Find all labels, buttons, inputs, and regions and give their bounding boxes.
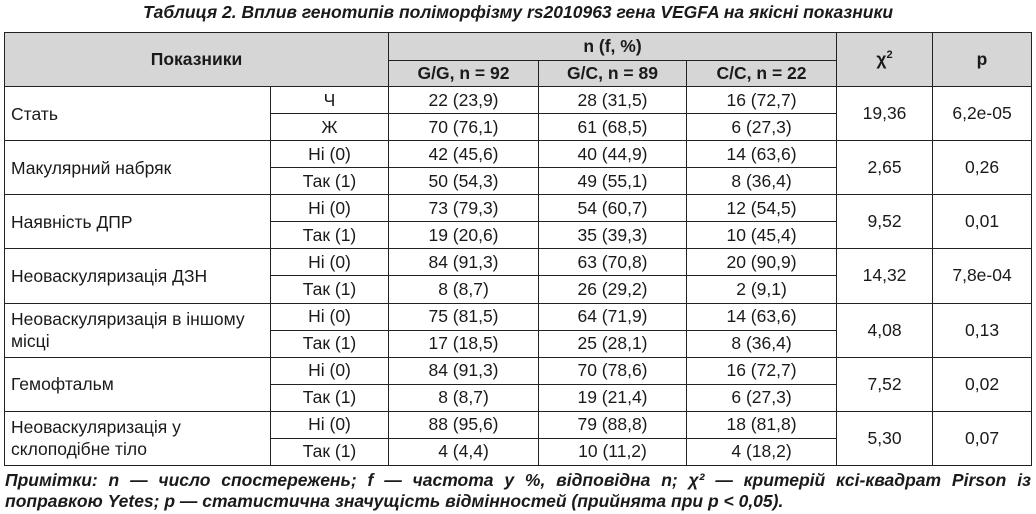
table-cell: 16 (72,7) [687,357,837,384]
table-cell: 28 (31,5) [539,87,687,114]
table-cell: 8 (36,4) [687,168,837,195]
table-cell: 8 (36,4) [687,330,837,357]
indicator-label: Гемофтальм [5,357,271,411]
header-p: p [933,33,1032,87]
table-cell: 6 (27,3) [687,384,837,411]
chi2-value: 9,52 [837,195,933,249]
table-cell: 75 (81,5) [389,303,539,330]
subgroup-label: Так (1) [271,330,389,357]
header-genotype-gg: G/G, n = 92 [389,61,539,87]
p-value: 6,2е-05 [933,87,1032,141]
table-cell: 4 (4,4) [389,438,539,465]
chi2-value: 19,36 [837,87,933,141]
table-cell: 18 (81,8) [687,411,837,438]
subgroup-label: Так (1) [271,384,389,411]
chi2-value: 4,08 [837,303,933,357]
p-value: 0,07 [933,411,1032,465]
indicator-label: Неоваскуляризація у склоподібне тіло [5,411,271,465]
indicator-label: Неоваскуляризація в іншому місці [5,303,271,357]
table-cell: 40 (44,9) [539,141,687,168]
table-cell: 8 (8,7) [389,384,539,411]
subgroup-label: Так (1) [271,168,389,195]
chi2-value: 5,30 [837,411,933,465]
table-cell: 63 (70,8) [539,249,687,276]
indicator-label: Неоваскуляризація ДЗН [5,249,271,303]
table-cell: 61 (68,5) [539,114,687,141]
table-cell: 54 (60,7) [539,195,687,222]
table-cell: 2 (9,1) [687,276,837,303]
table-cell: 8 (8,7) [389,276,539,303]
indicator-label: Наявність ДПР [5,195,271,249]
table-cell: 10 (45,4) [687,222,837,249]
table-cell: 84 (91,3) [389,357,539,384]
table-cell: 42 (45,6) [389,141,539,168]
table-row [5,195,1032,222]
header-group: n (f, %) [389,33,837,61]
table-body [5,87,1032,466]
p-value: 7,8е-04 [933,249,1032,303]
table-cell: 14 (63,6) [687,141,837,168]
table-cell: 25 (28,1) [539,330,687,357]
table-cell: 17 (18,5) [389,330,539,357]
header-chi-base: χ [876,49,887,69]
table-cell: 20 (90,9) [687,249,837,276]
subgroup-label: Ж [271,114,389,141]
subgroup-label: Так (1) [271,276,389,303]
p-value: 0,01 [933,195,1032,249]
table-cell: 14 (63,6) [687,303,837,330]
table-cell: 6 (27,3) [687,114,837,141]
chi2-value: 2,65 [837,141,933,195]
subgroup-label: Ні (0) [271,141,389,168]
chi2-value: 7,52 [837,357,933,411]
indicator-label: Стать [5,87,271,141]
chi2-value: 14,32 [837,249,933,303]
table-row [5,141,1032,168]
subgroup-label: Ні (0) [271,303,389,330]
table-caption: Таблиця 2. Вплив генотипів поліморфізму rs2010963 гена VEGFA на якісні показники [142,2,894,22]
subgroup-label: Ні (0) [271,195,389,222]
table-cell: 50 (54,3) [389,168,539,195]
table-cell: 35 (39,3) [539,222,687,249]
table-cell: 73 (79,3) [389,195,539,222]
table-cell: 22 (23,9) [389,87,539,114]
table-row [5,411,1032,438]
p-value: 0,13 [933,303,1032,357]
table-cell: 70 (76,1) [389,114,539,141]
table-row [5,87,1032,114]
p-value: 0,02 [933,357,1032,411]
table-row [5,303,1032,330]
table-row [5,249,1032,276]
table-cell: 16 (72,7) [687,87,837,114]
subgroup-label: Ч [271,87,389,114]
subgroup-label: Так (1) [271,222,389,249]
indicator-label: Макулярний набряк [5,141,271,195]
table-cell: 79 (88,8) [539,411,687,438]
table-notes: Примітки: n — число спостережень; f — частота у %, відповідна n; χ² — критерій ксі-квадрат Pirson із поправкою Yetes; p — статистична значущість відмінностей (прийнята при p < 0,05). [5,470,1031,511]
table-cell: 19 (20,6) [389,222,539,249]
table-cell: 64 (71,9) [539,303,687,330]
table-cell: 4 (18,2) [687,438,837,465]
subgroup-label: Ні (0) [271,411,389,438]
table-cell: 88 (95,6) [389,411,539,438]
table-cell: 49 (55,1) [539,168,687,195]
table-cell: 70 (78,6) [539,357,687,384]
subgroup-label: Ні (0) [271,357,389,384]
header-genotype-gc: G/C, n = 89 [539,61,687,87]
p-value: 0,26 [933,141,1032,195]
table-cell: 10 (11,2) [539,438,687,465]
subgroup-label: Ні (0) [271,249,389,276]
table-row [5,357,1032,384]
results-table [4,32,1032,466]
subgroup-label: Так (1) [271,438,389,465]
header-chi-sup: 2 [886,49,893,62]
header-chi2 [837,33,933,87]
table-cell: 84 (91,3) [389,249,539,276]
header-genotype-cc: C/C, n = 22 [687,61,837,87]
header-indicators: Показники [5,33,389,87]
table-cell: 12 (54,5) [687,195,837,222]
table-cell: 26 (29,2) [539,276,687,303]
table-cell: 19 (21,4) [539,384,687,411]
